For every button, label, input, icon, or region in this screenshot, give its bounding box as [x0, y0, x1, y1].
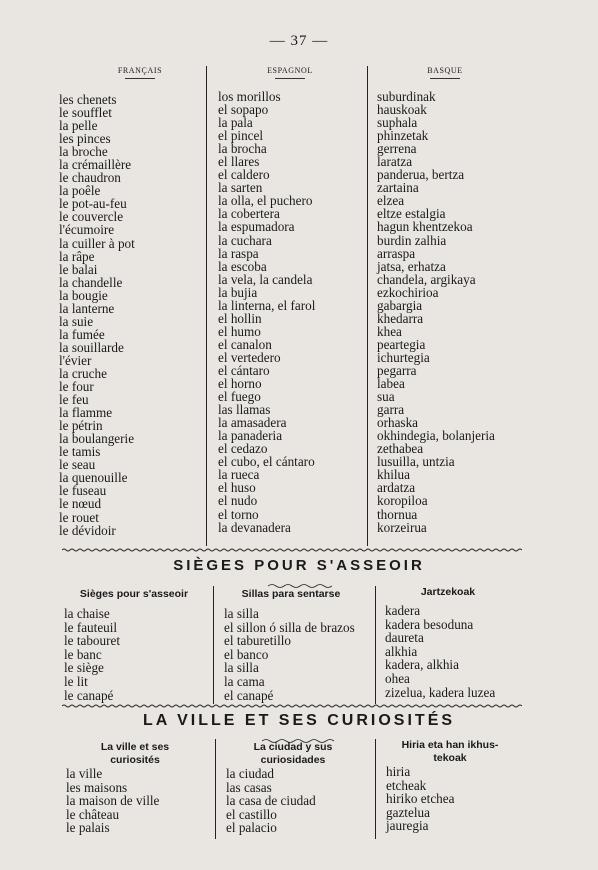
word-spanish: la cama — [224, 673, 265, 689]
word-french: la flamme — [59, 405, 113, 421]
word-spanish: el taburetillo — [224, 633, 292, 649]
wavy-divider — [62, 704, 522, 708]
word-basque: kadera, alkhia — [385, 657, 459, 673]
word-french: le tamis — [59, 444, 101, 460]
word-basque: pegarra — [377, 362, 417, 378]
word-french: la bougie — [59, 287, 108, 303]
word-french: le feu — [59, 392, 89, 408]
word-basque: elzea — [377, 193, 405, 209]
header-basque-label: BASQUE — [427, 66, 463, 75]
word-french: la fumée — [59, 326, 105, 342]
word-spanish: la panaderia — [218, 428, 283, 444]
word-basque: arraspa — [377, 245, 416, 261]
word-basque: kadera — [385, 603, 421, 618]
header-rule — [275, 78, 305, 79]
word-spanish: los morillos — [218, 89, 281, 104]
word-basque: hauskoak — [377, 102, 427, 118]
column-divider — [215, 739, 216, 839]
word-spanish: la vela, la candela — [218, 271, 313, 287]
word-french: la suie — [59, 313, 94, 329]
word-spanish: la amasadera — [218, 415, 287, 431]
section2-spanish-header-line1: La ciudad y sus — [253, 741, 333, 753]
word-spanish: la bujia — [218, 284, 258, 300]
word-basque: hiriko etchea — [386, 791, 455, 807]
word-french: la boulangerie — [59, 431, 135, 447]
word-spanish: el banco — [224, 646, 269, 662]
word-spanish: la brocha — [218, 141, 267, 157]
word-french: la maison de ville — [66, 793, 160, 809]
word-basque: koropiloa — [377, 493, 428, 509]
header-basque — [405, 66, 485, 79]
word-basque: laratza — [377, 154, 413, 170]
word-spanish: el canalon — [218, 336, 272, 352]
word-basque: lusuilla, untzia — [377, 454, 455, 470]
word-basque: peartegia — [377, 336, 426, 352]
word-french: le canapé — [64, 687, 114, 703]
word-basque: suburdinak — [377, 89, 436, 104]
word-spanish: la ciudad — [226, 766, 274, 781]
word-spanish: la escoba — [218, 258, 267, 274]
word-basque: phinzetak — [377, 128, 429, 144]
word-french: le fauteuil — [64, 619, 118, 635]
section2-basque-header — [380, 739, 520, 765]
word-french: le seau — [59, 457, 96, 473]
header-spanish-label: ESPAGNOL — [267, 66, 313, 75]
section2-spanish-header — [218, 741, 368, 767]
word-basque: orhaska — [377, 415, 419, 431]
word-basque: hagun khentzekoa — [377, 219, 473, 235]
section1-basque-column — [385, 604, 495, 699]
word-french: la poêle — [59, 183, 101, 199]
word-french: la lanterne — [59, 300, 115, 316]
word-spanish: la devanadera — [218, 519, 291, 535]
word-spanish: el huso — [218, 480, 256, 496]
word-french: la broche — [59, 144, 108, 160]
word-french: la chandelle — [59, 274, 123, 290]
word-spanish: la cuchara — [218, 232, 272, 248]
word-french: la cruche — [59, 365, 107, 381]
word-spanish: el nudo — [218, 493, 258, 509]
section2-basque-header-line2: tekoak — [433, 752, 467, 764]
section2-french-header-line1: La ville et ses — [100, 741, 170, 753]
word-french: le nœud — [59, 496, 102, 512]
word-french: le chaudron — [59, 170, 121, 186]
word-spanish: la raspa — [218, 245, 259, 261]
section2-spanish-column — [226, 767, 316, 835]
word-spanish: el caldero — [218, 167, 270, 183]
word-basque: okhindegia, bolanjeria — [377, 428, 495, 444]
word-spanish: la silla — [224, 606, 259, 621]
header-spanish — [245, 66, 335, 79]
word-spanish: el sopapo — [218, 102, 269, 118]
word-french: le banc — [64, 646, 102, 662]
word-french: la ville — [66, 766, 103, 781]
section1-basque-header: Jartzekoak — [420, 586, 476, 598]
word-french: les pinces — [59, 131, 111, 147]
word-basque: gerrena — [377, 141, 417, 157]
word-french: le siège — [64, 660, 104, 676]
section-title-city: LA VILLE ET SES CURIOSITÉS — [142, 712, 456, 729]
section-title-seating: SIÈGES POUR S'ASSEOIR — [173, 557, 425, 574]
word-basque: suphala — [377, 115, 418, 131]
title-ornament — [268, 576, 332, 582]
word-french: l'évier — [59, 352, 92, 368]
word-basque: zizelua, kadera luzea — [385, 684, 496, 700]
word-french: le rouet — [59, 509, 99, 525]
header-rule — [125, 78, 155, 79]
section2-french-header-line2: curiosités — [110, 754, 160, 766]
word-basque: gabargia — [377, 297, 423, 313]
word-french: la crémaillère — [59, 157, 132, 173]
word-basque: garra — [377, 402, 405, 418]
word-spanish: el cántaro — [218, 362, 270, 378]
word-spanish: la rueca — [218, 467, 260, 483]
word-french: le pétrin — [59, 418, 103, 434]
column-divider — [367, 66, 368, 546]
word-basque: thornua — [377, 506, 418, 522]
word-french: les chenets — [59, 92, 117, 107]
word-french: le four — [59, 379, 94, 395]
wavy-divider — [62, 548, 522, 552]
word-french: le soufflet — [59, 105, 112, 121]
word-spanish: el humo — [218, 323, 261, 339]
word-basque: jauregia — [386, 818, 429, 834]
word-basque: ohea — [385, 670, 410, 686]
header-rule — [430, 78, 460, 79]
word-basque: korzeirua — [377, 519, 427, 535]
word-french: la chaise — [64, 606, 110, 621]
kitchen-basque-column — [377, 90, 495, 534]
word-basque: eltze estalgia — [377, 206, 446, 222]
column-divider — [375, 739, 376, 839]
section2-basque-column — [386, 765, 454, 833]
word-french: le couvercle — [59, 209, 124, 225]
word-spanish: el vertedero — [218, 349, 281, 365]
word-spanish: el horno — [218, 376, 262, 392]
word-french: la quenouille — [59, 470, 128, 486]
word-basque: etcheak — [386, 777, 427, 793]
header-french — [95, 66, 185, 79]
word-basque: sua — [377, 389, 395, 405]
word-french: le pot-au-feu — [59, 196, 127, 212]
word-spanish: las llamas — [218, 402, 271, 418]
word-french: la râpe — [59, 248, 95, 264]
word-basque: labea — [377, 376, 405, 392]
word-spanish: la silla — [224, 660, 259, 676]
word-spanish: el palacio — [226, 820, 277, 836]
word-spanish: la sarten — [218, 180, 263, 196]
word-basque: jatsa, erhatza — [377, 258, 446, 274]
word-french: le palais — [66, 820, 110, 836]
word-spanish: el cedazo — [218, 441, 268, 457]
word-basque: kadera besoduna — [385, 616, 474, 632]
column-divider — [206, 66, 207, 546]
section2-spanish-header-line2: curiosidades — [260, 754, 326, 766]
word-french: les maisons — [66, 779, 128, 795]
column-divider — [213, 586, 214, 704]
page-number: — 37 — — [269, 33, 329, 49]
word-spanish: la espumadora — [218, 219, 295, 235]
word-basque: ezkochirioa — [377, 284, 439, 300]
section2-french-header — [60, 741, 210, 767]
word-spanish: el canapé — [224, 687, 274, 703]
word-basque: khilua — [377, 467, 410, 483]
word-french: le tabouret — [64, 633, 121, 649]
word-spanish: el fuego — [218, 389, 261, 405]
word-spanish: el hollin — [218, 310, 262, 326]
section1-spanish-header: Sillas para sentarse — [241, 588, 341, 600]
word-basque: zethabea — [377, 441, 424, 457]
word-basque: alkhia — [385, 643, 418, 659]
title-ornament — [262, 731, 336, 737]
word-spanish: la pala — [218, 115, 253, 131]
word-french: la souillarde — [59, 339, 124, 355]
kitchen-spanish-column — [218, 90, 315, 534]
word-basque: khedarra — [377, 310, 424, 326]
word-spanish: el castillo — [226, 806, 277, 822]
word-basque: khea — [377, 323, 402, 339]
word-french: le dévidoir — [59, 522, 116, 538]
word-french: le balai — [59, 261, 98, 277]
word-spanish: la olla, el puchero — [218, 193, 313, 209]
section1-spanish-column — [224, 607, 355, 702]
word-spanish: el llares — [218, 154, 260, 170]
column-divider — [375, 586, 376, 704]
word-basque: zartaina — [377, 180, 419, 196]
section1-french-column — [64, 607, 120, 702]
section2-basque-header-line1: Hiria eta han ikhus- — [401, 739, 499, 751]
word-spanish: la casa de ciudad — [226, 793, 316, 809]
word-basque: ichurtegia — [377, 349, 430, 365]
word-spanish: el sillon ó silla de brazos — [224, 619, 355, 635]
word-basque: daureta — [385, 630, 424, 646]
word-spanish: las casas — [226, 779, 272, 795]
word-french: le château — [66, 806, 120, 822]
word-spanish: la linterna, el farol — [218, 297, 316, 313]
word-spanish: el pincel — [218, 128, 264, 144]
word-basque: chandela, argikaya — [377, 271, 476, 287]
word-french: la pelle — [59, 118, 98, 134]
word-basque: ardatza — [377, 480, 416, 496]
word-basque: burdin zalhia — [377, 232, 447, 248]
word-basque: gaztelua — [386, 804, 430, 820]
header-french-label: FRANÇAIS — [117, 66, 163, 75]
word-spanish: el cubo, el cántaro — [218, 454, 315, 470]
word-spanish: el torno — [218, 506, 259, 522]
section1-french-header: Sièges pour s'asseoir — [79, 588, 189, 600]
word-french: l'écumoire — [59, 222, 115, 238]
word-basque: hiria — [386, 764, 411, 779]
word-french: la cuiller à pot — [59, 235, 135, 251]
kitchen-french-column — [59, 93, 135, 537]
word-french: le lit — [64, 673, 88, 689]
section2-french-column — [66, 767, 159, 835]
word-french: le fuseau — [59, 483, 107, 499]
word-basque: panderua, bertza — [377, 167, 465, 183]
word-spanish: la cobertera — [218, 206, 280, 222]
